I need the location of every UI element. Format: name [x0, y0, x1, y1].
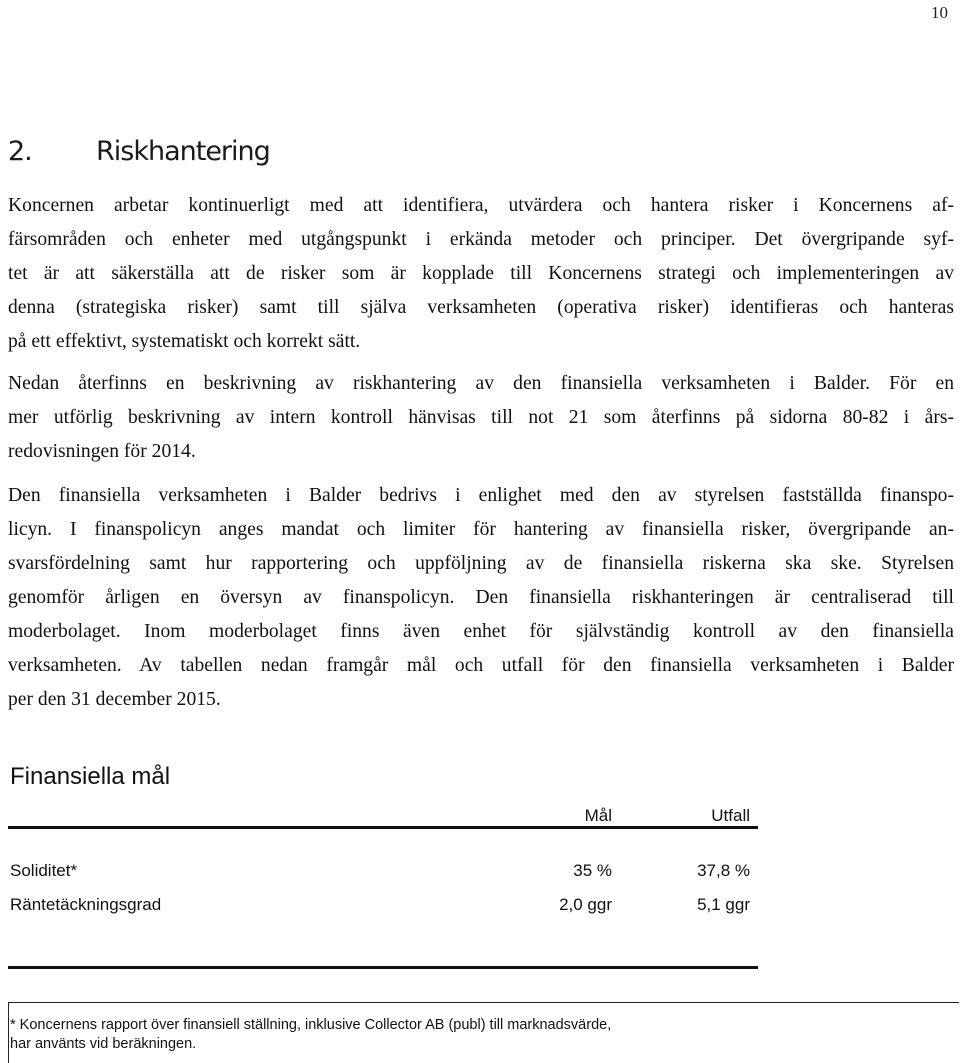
row-label: Soliditet* — [10, 861, 78, 880]
footnote — [10, 1016, 611, 1054]
paragraph-line: Nedan återfinns en beskrivning av riskhantering av den finansiella verksamheten i Balder. För en — [8, 373, 954, 394]
table-header-rule — [8, 826, 758, 829]
paragraph-line: verksamheten. Av tabellen nedan framgår mål och utfall för den finansiella verksamheten i Balder — [8, 655, 954, 676]
section-title: Riskhantering — [96, 136, 270, 167]
paragraph-line: moderbolaget. Inom moderbolaget finns även enhet för självständig kontroll av den finansiella — [8, 621, 954, 642]
column-header-outcome: Utfall — [711, 806, 750, 825]
paragraph-line: Koncernen arbetar kontinuerligt med att identifiera, utvärdera och hantera risker i Koncernens af- — [8, 195, 954, 216]
paragraph-policy — [8, 479, 954, 717]
table-footer-rule — [8, 966, 758, 969]
row-label: Räntetäckningsgrad — [10, 895, 162, 914]
table-title: Finansiella mål — [10, 763, 171, 790]
column-header-target: Mål — [584, 806, 612, 825]
paragraph-line: denna (strategiska risker) samt till själva verksamheten (operativa risker) identifieras och hanteras — [8, 297, 954, 318]
paragraph-line: per den 31 december 2015. — [8, 689, 221, 710]
paragraph-line: licyn. I finanspolicyn anges mandat och limiter för hantering av finansiella risker, övergripande an- — [8, 519, 954, 540]
section-heading — [8, 136, 270, 167]
paragraph-line: tet är att säkerställa att de risker som är kopplade till Koncernens strategi och implementeringen av — [8, 263, 954, 284]
section-number: 2. — [8, 136, 32, 167]
row-outcome: 37,8 % — [697, 861, 750, 880]
paragraph-line: genomför årligen en översyn av finanspolicyn. Den finansiella riskhanteringen är centraliserad till — [8, 587, 954, 608]
row-outcome: 5,1 ggr — [697, 895, 750, 914]
paragraph-description — [8, 367, 954, 469]
footnote-line: har använts vid beräkningen. — [10, 1036, 197, 1052]
paragraph-line: färsområden och enheter med utgångspunkt i erkända metoder och principer. Det övergripande syf- — [8, 229, 954, 250]
row-target: 2,0 ggr — [559, 895, 612, 914]
page-number: 10 — [931, 3, 948, 22]
row-target: 35 % — [573, 861, 612, 880]
paragraph-line: redovisningen för 2014. — [8, 441, 196, 462]
footnote-line: * Koncernens rapport över finansiell ställning, inklusive Collector AB (publ) till marknadsvärde, — [10, 1017, 612, 1033]
paragraph-line: svarsfördelning samt hur rapportering och uppföljning av de finansiella riskerna ska ske. Styrelsen — [8, 553, 954, 574]
paragraph-line: på ett effektivt, systematiskt och korrekt sätt. — [8, 331, 361, 352]
paragraph-line: mer utförlig beskrivning av intern kontroll hänvisas till not 21 som återfinns på sidorna 80-82 i års- — [8, 407, 954, 428]
paragraph-intro — [8, 189, 954, 359]
paragraph-line: Den finansiella verksamheten i Balder bedrivs i enlighet med den av styrelsen fastställda finanspo- — [8, 485, 954, 506]
